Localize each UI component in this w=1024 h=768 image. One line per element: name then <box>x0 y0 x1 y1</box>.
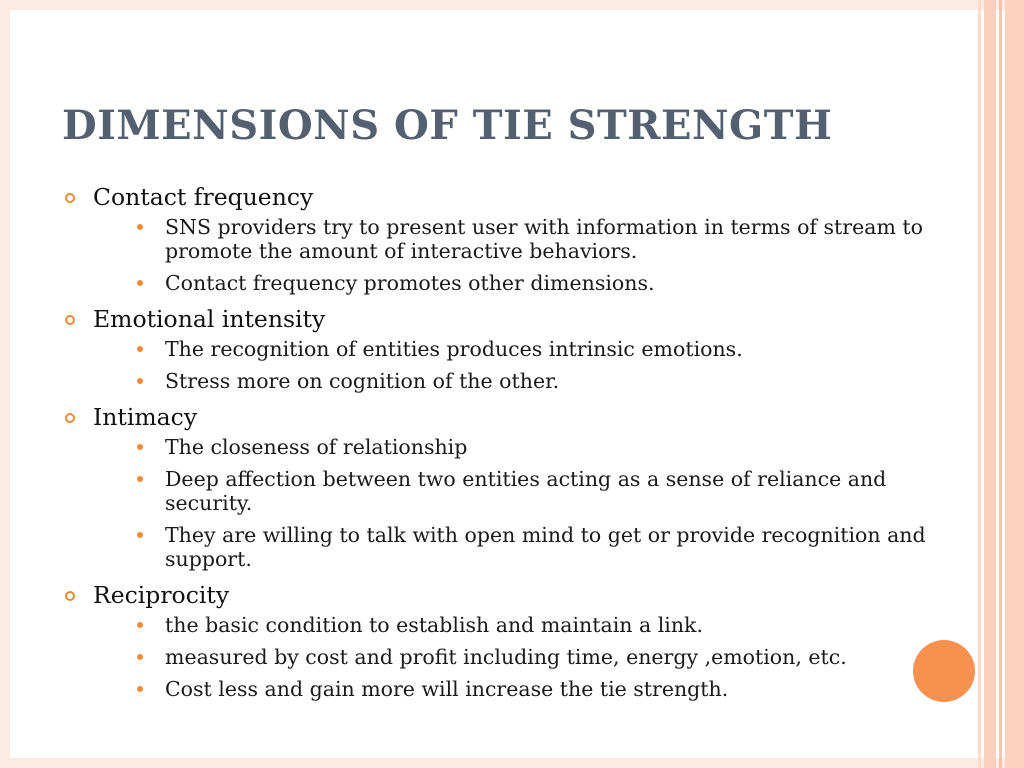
sub-bullet-text: The closeness of relationship <box>165 435 468 459</box>
sub-bullet <box>93 645 952 669</box>
dot-bullet-icon <box>137 654 143 660</box>
bullet-list <box>62 178 952 709</box>
sub-bullet-text: They are willing to talk with open mind to get or provide recognition and support. <box>165 523 926 571</box>
dot-bullet-icon <box>137 476 143 482</box>
bullet-contact-frequency <box>62 181 952 295</box>
sub-bullet <box>93 523 952 571</box>
bullet-intimacy <box>62 401 952 571</box>
border-left <box>0 0 10 768</box>
sub-bullet-text: Cost less and gain more will increase the tie strength. <box>165 677 729 701</box>
right-stripes-decoration <box>978 0 1024 768</box>
dot-bullet-icon <box>137 224 143 230</box>
stripe-2 <box>984 0 996 768</box>
bullet-label: Contact frequency <box>93 183 314 211</box>
dot-bullet-icon <box>137 686 143 692</box>
sub-bullet-text: measured by cost and profit including time, energy ,emotion, etc. <box>165 645 847 669</box>
border-bottom <box>0 758 1024 768</box>
border-top <box>0 0 1024 10</box>
ring-bullet-icon <box>65 315 75 325</box>
sub-bullet-text: Contact frequency promotes other dimensions. <box>165 271 655 295</box>
stripe-4 <box>1005 0 1024 768</box>
sub-bullet-text: The recognition of entities produces intrinsic emotions. <box>165 337 743 361</box>
dot-bullet-icon <box>137 622 143 628</box>
dot-bullet-icon <box>137 346 143 352</box>
sub-bullet-text: Stress more on cognition of the other. <box>165 369 560 393</box>
ring-bullet-icon <box>65 413 75 423</box>
ring-bullet-icon <box>65 193 75 203</box>
bullet-reciprocity <box>62 579 952 701</box>
sub-bullet <box>93 337 952 361</box>
sub-bullet <box>93 271 952 295</box>
bullet-label: Emotional intensity <box>93 305 326 333</box>
slide-title: DIMENSIONS OF TIE STRENGTH <box>62 102 833 149</box>
sub-bullet-text: Deep affection between two entities acting as a sense of reliance and security. <box>165 467 887 515</box>
ring-bullet-icon <box>65 591 75 601</box>
bullet-emotional-intensity <box>62 303 952 393</box>
sub-bullet-list <box>93 435 952 571</box>
dot-bullet-icon <box>137 444 143 450</box>
bullet-label: Reciprocity <box>93 581 230 609</box>
orange-circle-decoration <box>913 640 975 702</box>
sub-bullet <box>93 613 952 637</box>
sub-bullet-list <box>93 337 952 393</box>
dot-bullet-icon <box>137 378 143 384</box>
sub-bullet-text: SNS providers try to present user with information in terms of stream to promote the amount of interactive behaviors. <box>165 215 923 263</box>
sub-bullet-list <box>93 613 952 701</box>
stripe-1 <box>978 0 981 768</box>
sub-bullet-text: the basic condition to establish and maintain a link. <box>165 613 703 637</box>
sub-bullet <box>93 435 952 459</box>
dot-bullet-icon <box>137 532 143 538</box>
sub-bullet <box>93 467 952 515</box>
sub-bullet-list <box>93 215 952 295</box>
dot-bullet-icon <box>137 280 143 286</box>
stripe-3 <box>999 0 1002 768</box>
sub-bullet <box>93 369 952 393</box>
sub-bullet <box>93 215 952 263</box>
bullet-label: Intimacy <box>93 403 198 431</box>
sub-bullet <box>93 677 952 701</box>
